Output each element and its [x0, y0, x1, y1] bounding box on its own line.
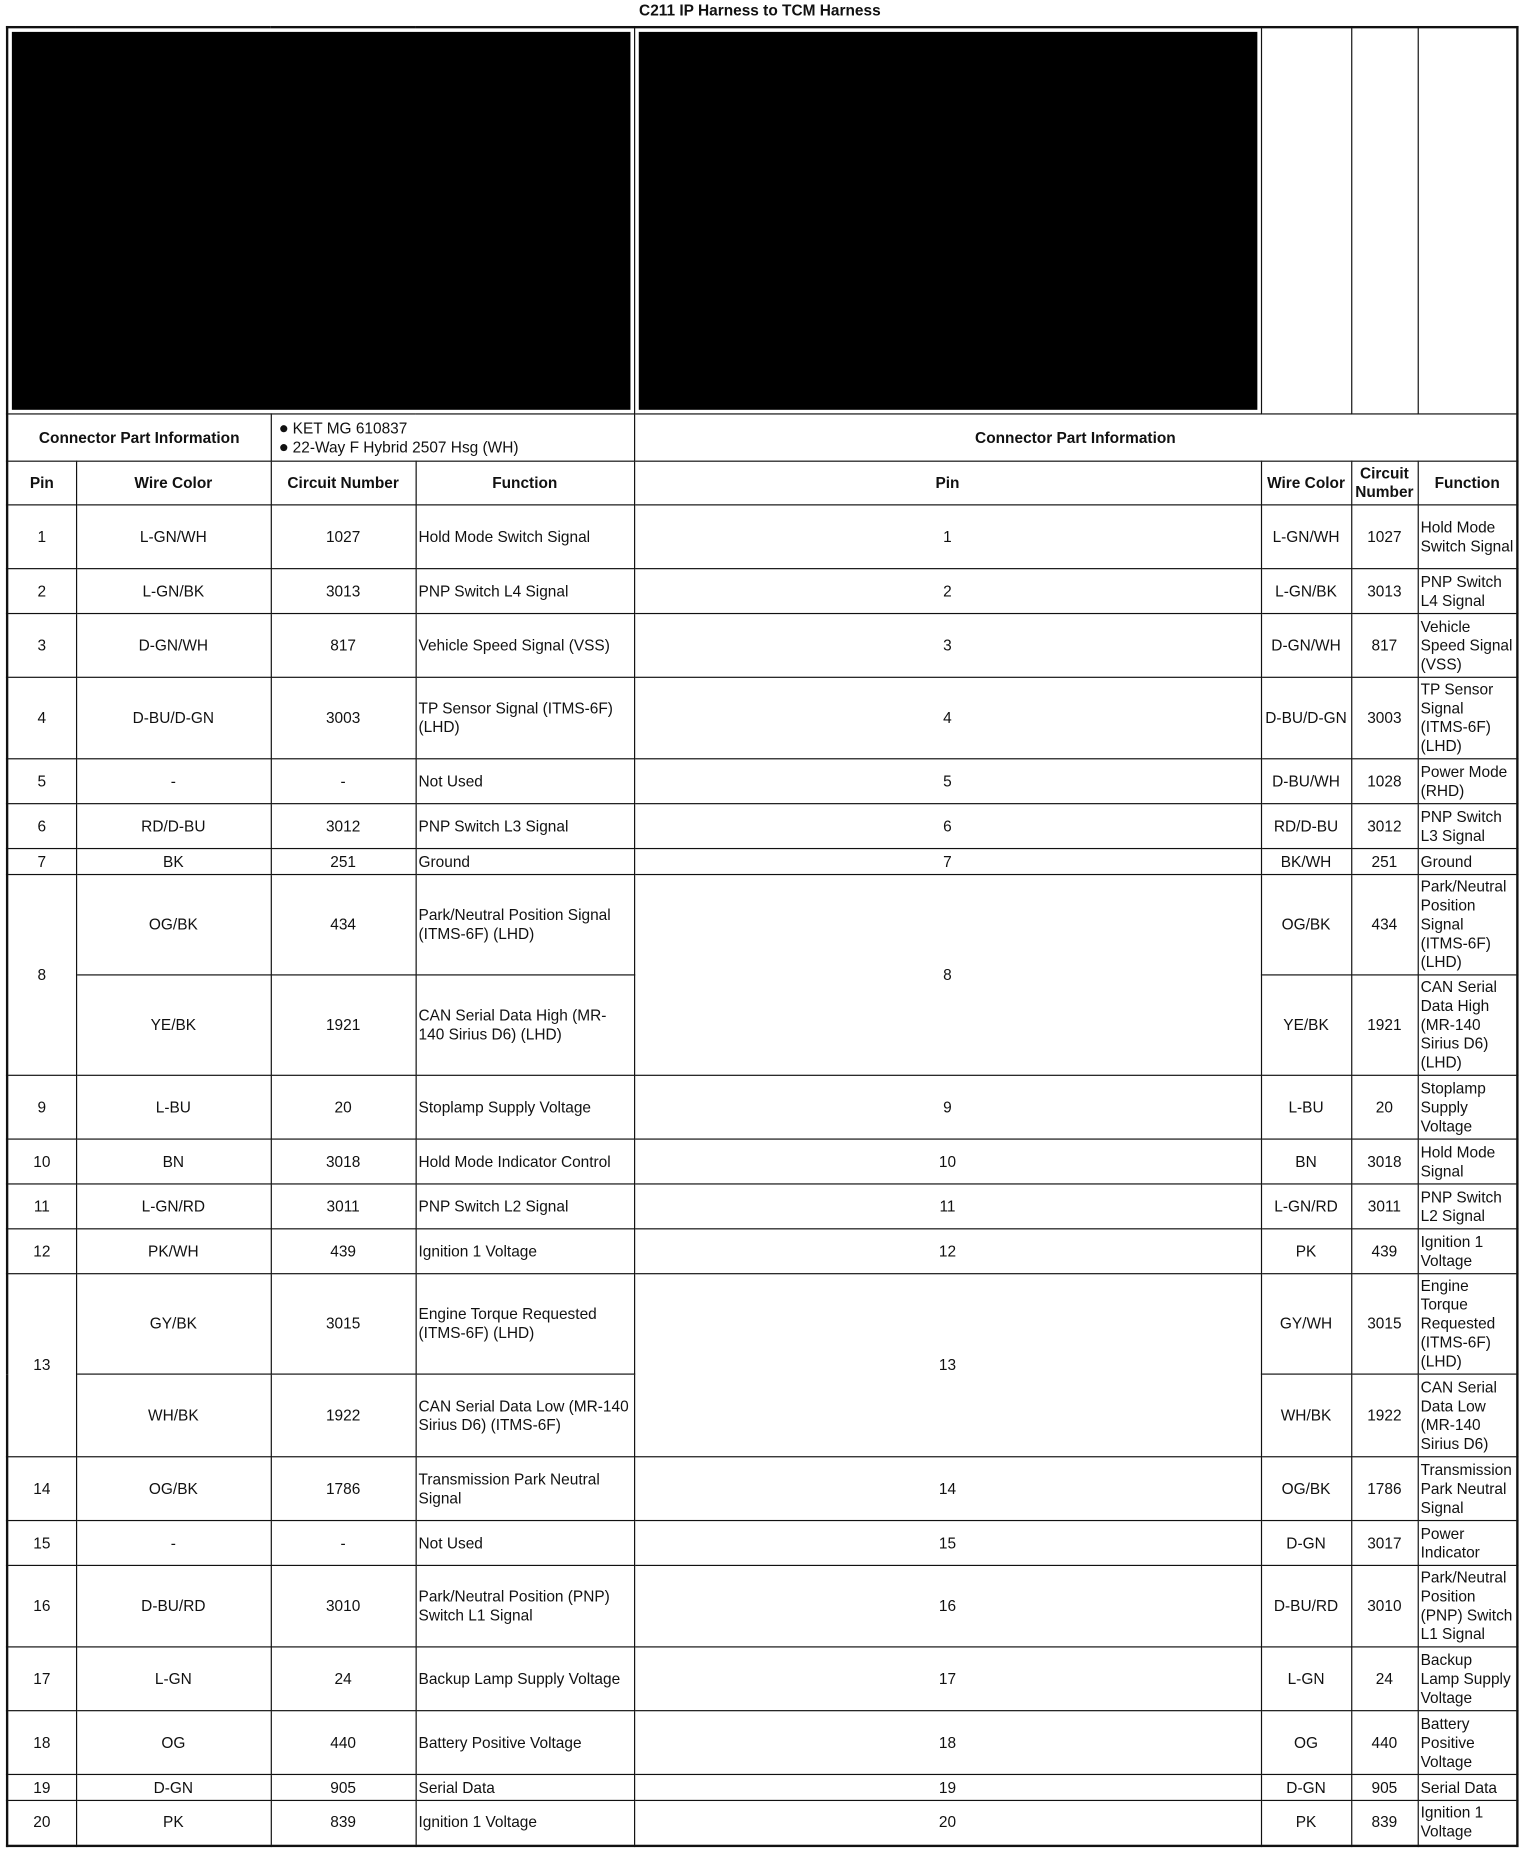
right-pin: 4 [634, 677, 1261, 758]
left-function: Backup Lamp Supply Voltage [416, 1647, 634, 1711]
right-circuit-number: 839 [1351, 1800, 1417, 1845]
left-pin: 13 [7, 1274, 76, 1457]
right-header-function: Function [1418, 461, 1518, 505]
right-function: TP Sensor Signal (ITMS-6F) (LHD) [1418, 677, 1518, 758]
right-pin: 14 [634, 1457, 1261, 1521]
left-wire-color: OG/BK [76, 1457, 271, 1521]
right-wire-color: L-BU [1261, 1075, 1351, 1139]
left-wire-color: - [76, 1521, 271, 1566]
left-wire-color: PK/WH [76, 1229, 271, 1274]
pin-row [7, 1184, 1517, 1229]
right-circuit-number: 3013 [1351, 569, 1417, 614]
right-function: Engine Torque Requested (ITMS-6F) (LHD) [1418, 1274, 1518, 1374]
left-connector-image [12, 32, 630, 410]
right-pin: 12 [634, 1229, 1261, 1274]
left-circuit-number: 3003 [271, 677, 416, 758]
right-wire-color: GY/WH [1261, 1274, 1351, 1374]
left-function: Hold Mode Switch Signal [416, 505, 634, 569]
connector-info-row [7, 414, 1517, 461]
right-pin: 9 [634, 1075, 1261, 1139]
left-function: Serial Data [416, 1774, 634, 1800]
right-function: PNP Switch L4 Signal [1418, 569, 1518, 614]
right-circuit-number: 3018 [1351, 1139, 1417, 1184]
right-connector-label: Connector Part Information [634, 414, 1517, 461]
right-wire-color: L-GN [1261, 1647, 1351, 1711]
left-circuit-number: 1027 [271, 505, 416, 569]
right-pin: 13 [634, 1274, 1261, 1457]
left-wire-color: GY/BK [76, 1274, 271, 1374]
left-pin: 11 [7, 1184, 76, 1229]
right-pin: 5 [634, 759, 1261, 804]
left-header-wire-color: Wire Color [76, 461, 271, 505]
left-wire-color: D-BU/D-GN [76, 677, 271, 758]
left-circuit-number: 3013 [271, 569, 416, 614]
left-wire-color: L-GN/WH [76, 505, 271, 569]
left-pin: 16 [7, 1565, 76, 1646]
right-wire-color: L-GN/BK [1261, 569, 1351, 614]
left-function: Park/Neutral Position (PNP) Switch L1 Signal [416, 1565, 634, 1646]
left-circuit-number: 817 [271, 614, 416, 678]
right-function: Ignition 1 Voltage [1418, 1229, 1518, 1274]
left-pin: 12 [7, 1229, 76, 1274]
right-pin: 6 [634, 804, 1261, 849]
left-circuit-number: 839 [271, 1800, 416, 1845]
right-pin: 11 [634, 1184, 1261, 1229]
left-circuit-number: 3012 [271, 804, 416, 849]
left-function: Hold Mode Indicator Control [416, 1139, 634, 1184]
left-connector-info [271, 414, 634, 461]
left-circuit-number: 251 [271, 849, 416, 875]
right-wire-color: RD/D-BU [1261, 804, 1351, 849]
right-function: Hold Mode Switch Signal [1418, 505, 1518, 569]
column-header-row [7, 461, 1517, 505]
left-function: Battery Positive Voltage [416, 1711, 634, 1775]
left-wire-color: D-GN/WH [76, 614, 271, 678]
pin-row [7, 505, 1517, 569]
right-circuit-number: 1786 [1351, 1457, 1417, 1521]
left-header-pin: Pin [7, 461, 76, 505]
right-header-circuit-number: Circuit Number [1351, 461, 1417, 505]
left-circuit-number: - [271, 759, 416, 804]
left-wire-color: L-GN/BK [76, 569, 271, 614]
pin-row [7, 1274, 1517, 1374]
right-function: Serial Data [1418, 1774, 1518, 1800]
right-function: Transmission Park Neutral Signal [1418, 1457, 1518, 1521]
right-pin: 2 [634, 569, 1261, 614]
right-connector-image-cell [634, 27, 1261, 414]
right-wire-color: OG/BK [1261, 1457, 1351, 1521]
right-pin: 10 [634, 1139, 1261, 1184]
right-function: PNP Switch L2 Signal [1418, 1184, 1518, 1229]
left-circuit-number: 1921 [271, 975, 416, 1075]
pin-row [7, 759, 1517, 804]
pin-row [7, 1229, 1517, 1274]
pin-row [7, 1647, 1517, 1711]
pin-row [7, 804, 1517, 849]
pin-row [7, 614, 1517, 678]
connector-info-item: KET MG 610837 [274, 419, 631, 438]
left-function: Ground [416, 849, 634, 875]
left-circuit-number: 905 [271, 1774, 416, 1800]
left-function: CAN Serial Data Low (MR-140 Sirius D6) (ITMS-6F) [416, 1374, 634, 1457]
right-function: Ignition 1 Voltage [1418, 1800, 1518, 1845]
left-pin: 1 [7, 505, 76, 569]
right-circuit-number: 1922 [1351, 1374, 1417, 1457]
right-pin: 8 [634, 875, 1261, 1076]
right-circuit-number: 3010 [1351, 1565, 1417, 1646]
right-pin: 15 [634, 1521, 1261, 1566]
right-wire-color: WH/BK [1261, 1374, 1351, 1457]
blank-cell [1418, 27, 1518, 414]
left-circuit-number: 20 [271, 1075, 416, 1139]
left-function: Transmission Park Neutral Signal [416, 1457, 634, 1521]
right-pin: 20 [634, 1800, 1261, 1845]
right-wire-color: D-GN [1261, 1774, 1351, 1800]
left-pin: 2 [7, 569, 76, 614]
left-wire-color: L-BU [76, 1075, 271, 1139]
right-circuit-number: 817 [1351, 614, 1417, 678]
left-function: Vehicle Speed Signal (VSS) [416, 614, 634, 678]
connector-image-row [7, 27, 1517, 414]
right-circuit-number: 434 [1351, 875, 1417, 975]
right-function: Stoplamp Supply Voltage [1418, 1075, 1518, 1139]
left-pin: 10 [7, 1139, 76, 1184]
right-pin: 1 [634, 505, 1261, 569]
left-wire-color: YE/BK [76, 975, 271, 1075]
left-wire-color: BK [76, 849, 271, 875]
right-pin: 16 [634, 1565, 1261, 1646]
right-wire-color: PK [1261, 1229, 1351, 1274]
pin-row [7, 677, 1517, 758]
left-wire-color: PK [76, 1800, 271, 1845]
right-circuit-number: 251 [1351, 849, 1417, 875]
connector-table [6, 26, 1519, 1847]
left-function: PNP Switch L2 Signal [416, 1184, 634, 1229]
left-circuit-number: 440 [271, 1711, 416, 1775]
right-function: Power Mode (RHD) [1418, 759, 1518, 804]
right-circuit-number: 1028 [1351, 759, 1417, 804]
right-wire-color: D-BU/D-GN [1261, 677, 1351, 758]
connector-info-item: 22-Way F Hybrid 2507 Hsg (WH) [274, 438, 631, 457]
pin-row [7, 875, 1517, 975]
left-wire-color: RD/D-BU [76, 804, 271, 849]
right-wire-color: L-GN/RD [1261, 1184, 1351, 1229]
right-pin: 19 [634, 1774, 1261, 1800]
right-pin: 3 [634, 614, 1261, 678]
left-pin: 9 [7, 1075, 76, 1139]
right-function: Ground [1418, 849, 1518, 875]
left-wire-color: L-GN/RD [76, 1184, 271, 1229]
left-circuit-number: - [271, 1521, 416, 1566]
left-function: Not Used [416, 759, 634, 804]
left-function: Not Used [416, 1521, 634, 1566]
left-circuit-number: 3011 [271, 1184, 416, 1229]
left-function: Ignition 1 Voltage [416, 1229, 634, 1274]
right-function: CAN Serial Data High (MR-140 Sirius D6) (LHD) [1418, 975, 1518, 1075]
left-function: Stoplamp Supply Voltage [416, 1075, 634, 1139]
right-function: CAN Serial Data Low (MR-140 Sirius D6) [1418, 1374, 1518, 1457]
right-pin: 7 [634, 849, 1261, 875]
right-function: Park/Neutral Position (PNP) Switch L1 Signal [1418, 1565, 1518, 1646]
right-function: PNP Switch L3 Signal [1418, 804, 1518, 849]
left-wire-color: D-BU/RD [76, 1565, 271, 1646]
left-circuit-number: 434 [271, 875, 416, 975]
right-wire-color: BN [1261, 1139, 1351, 1184]
pin-row [7, 1457, 1517, 1521]
pin-row [7, 1075, 1517, 1139]
left-circuit-number: 439 [271, 1229, 416, 1274]
right-function: Battery Positive Voltage [1418, 1711, 1518, 1775]
left-wire-color: WH/BK [76, 1374, 271, 1457]
right-wire-color: OG/BK [1261, 875, 1351, 975]
right-wire-color: PK [1261, 1800, 1351, 1845]
left-circuit-number: 1786 [271, 1457, 416, 1521]
right-circuit-number: 1027 [1351, 505, 1417, 569]
left-connector-image-cell [7, 27, 634, 414]
left-circuit-number: 3018 [271, 1139, 416, 1184]
left-pin: 5 [7, 759, 76, 804]
left-header-function: Function [416, 461, 634, 505]
right-circuit-number: 3015 [1351, 1274, 1417, 1374]
right-circuit-number: 24 [1351, 1647, 1417, 1711]
left-function: PNP Switch L4 Signal [416, 569, 634, 614]
pin-row [7, 849, 1517, 875]
right-header-wire-color: Wire Color [1261, 461, 1351, 505]
left-wire-color: D-GN [76, 1774, 271, 1800]
left-pin: 14 [7, 1457, 76, 1521]
left-wire-color: BN [76, 1139, 271, 1184]
pin-row [7, 1521, 1517, 1566]
blank-cell [1261, 27, 1351, 414]
left-circuit-number: 1922 [271, 1374, 416, 1457]
left-pin: 8 [7, 875, 76, 1076]
right-wire-color: L-GN/WH [1261, 505, 1351, 569]
right-wire-color: D-GN/WH [1261, 614, 1351, 678]
left-wire-color: OG [76, 1711, 271, 1775]
right-circuit-number: 3011 [1351, 1184, 1417, 1229]
pin-row [7, 1139, 1517, 1184]
left-pin: 4 [7, 677, 76, 758]
left-function: Engine Torque Requested (ITMS-6F) (LHD) [416, 1274, 634, 1374]
left-wire-color: OG/BK [76, 875, 271, 975]
right-pin: 18 [634, 1711, 1261, 1775]
left-pin: 6 [7, 804, 76, 849]
right-circuit-number: 905 [1351, 1774, 1417, 1800]
left-function: PNP Switch L3 Signal [416, 804, 634, 849]
pin-row [7, 569, 1517, 614]
right-circuit-number: 20 [1351, 1075, 1417, 1139]
left-function: TP Sensor Signal (ITMS-6F) (LHD) [416, 677, 634, 758]
right-wire-color: OG [1261, 1711, 1351, 1775]
right-wire-color: YE/BK [1261, 975, 1351, 1075]
left-pin: 17 [7, 1647, 76, 1711]
pin-row [7, 1800, 1517, 1845]
left-pin: 19 [7, 1774, 76, 1800]
left-pin: 18 [7, 1711, 76, 1775]
right-circuit-number: 1921 [1351, 975, 1417, 1075]
right-circuit-number: 440 [1351, 1711, 1417, 1775]
right-pin: 17 [634, 1647, 1261, 1711]
left-wire-color: L-GN [76, 1647, 271, 1711]
left-circuit-number: 3010 [271, 1565, 416, 1646]
right-wire-color: D-BU/WH [1261, 759, 1351, 804]
left-pin: 15 [7, 1521, 76, 1566]
left-function: CAN Serial Data High (MR-140 Sirius D6) (LHD) [416, 975, 634, 1075]
right-wire-color: D-GN [1261, 1521, 1351, 1566]
left-wire-color: - [76, 759, 271, 804]
left-connector-label: Connector Part Information [7, 414, 271, 461]
right-circuit-number: 3003 [1351, 677, 1417, 758]
right-circuit-number: 3017 [1351, 1521, 1417, 1566]
right-function: Power Indicator [1418, 1521, 1518, 1566]
pin-row [7, 1774, 1517, 1800]
right-circuit-number: 439 [1351, 1229, 1417, 1274]
right-circuit-number: 3012 [1351, 804, 1417, 849]
left-pin: 20 [7, 1800, 76, 1845]
right-header-pin: Pin [634, 461, 1261, 505]
left-function: Ignition 1 Voltage [416, 1800, 634, 1845]
left-header-circuit-number: Circuit Number [271, 461, 416, 505]
right-function: Park/Neutral Position Signal (ITMS-6F) (LHD) [1418, 875, 1518, 975]
right-wire-color: BK/WH [1261, 849, 1351, 875]
left-pin: 7 [7, 849, 76, 875]
left-circuit-number: 3015 [271, 1274, 416, 1374]
pin-row [7, 1711, 1517, 1775]
page-title: C211 IP Harness to TCM Harness [639, 1, 881, 19]
right-connector-image [638, 32, 1257, 410]
left-pin: 3 [7, 614, 76, 678]
pin-row [7, 1565, 1517, 1646]
right-function: Vehicle Speed Signal (VSS) [1418, 614, 1518, 678]
right-function: Hold Mode Signal [1418, 1139, 1518, 1184]
left-function: Park/Neutral Position Signal (ITMS-6F) (LHD) [416, 875, 634, 975]
right-wire-color: D-BU/RD [1261, 1565, 1351, 1646]
right-function: Backup Lamp Supply Voltage [1418, 1647, 1518, 1711]
blank-cell [1351, 27, 1417, 414]
left-circuit-number: 24 [271, 1647, 416, 1711]
